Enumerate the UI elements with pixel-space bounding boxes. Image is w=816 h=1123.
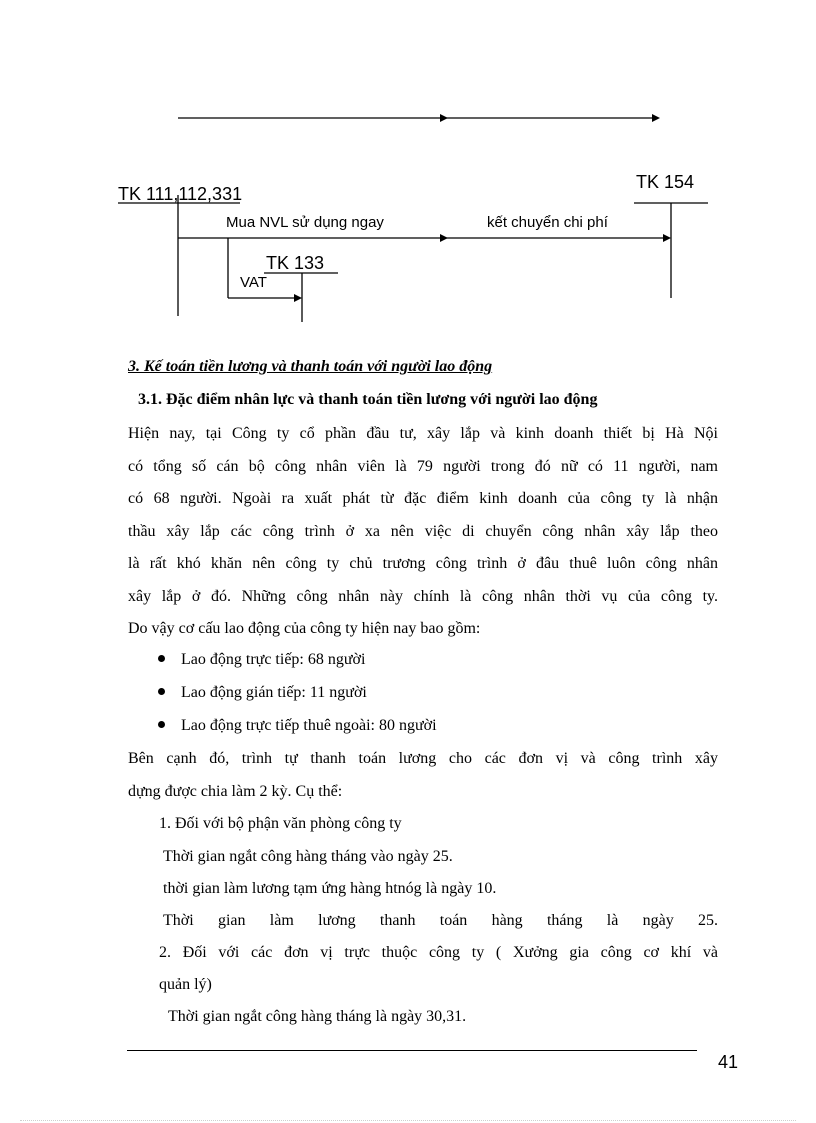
arrow1-label: Mua NVL sử dụng ngay — [226, 214, 384, 231]
top-arrow-mid-head — [440, 114, 448, 122]
intro-line: có tổng số cán bộ công nhân viên là 79 người trong đó nữ có 11 người, nam — [128, 457, 718, 475]
item1-line1: Thời gian ngắt công hàng tháng vào ngày 25. — [163, 848, 453, 865]
intro-line: có 68 người. Ngoài ra xuất phát từ đặc điểm kinh doanh của công ty là nhận — [128, 490, 718, 507]
bullet-item — [158, 651, 365, 669]
vat-label: VAT — [240, 274, 267, 291]
intro-line: thầu xây lắp các công trình ở xa nên việc di chuyển công nhân xây lắp theo — [128, 522, 718, 540]
item1-line3: Thời gian làm lương thanh toán hàng tháng là ngày 25. — [163, 912, 718, 929]
tk154-label: TK 154 — [636, 172, 695, 192]
bullet-dot-icon — [158, 721, 165, 728]
item2-line2: quản lý) — [159, 976, 212, 993]
item2-line1: 2. Đối với các đơn vị trực thuộc công ty ( Xưởng gia công cơ khí và — [159, 944, 718, 961]
main-arrow-end-head — [663, 234, 671, 242]
tk133-label: TK 133 — [266, 253, 325, 273]
bullet-item — [158, 684, 367, 702]
intro-line: Hiện nay, tại Công ty cổ phần đầu tư, xây lắp và kinh doanh thiết bị Hà Nội — [128, 425, 718, 442]
intro-line: xây lắp ở đó. Những công nhân này chính là công nhân thời vụ của công ty. — [128, 587, 718, 605]
bullet-text: Lao động trực tiếp: 68 người — [181, 651, 366, 668]
bullet-text: Lao động trực tiếp thuê ngoài: 80 người — [181, 717, 437, 734]
payment-line: dựng được chia làm 2 kỳ. Cụ thể: — [128, 782, 343, 800]
payment-paragraph — [128, 743, 718, 808]
section-heading-3-1: 3.1. Đặc điểm nhân lực và thanh toán tiền lương với người lao động — [138, 391, 598, 408]
item2-line3: Thời gian ngắt công hàng tháng là ngày 30,31. — [168, 1008, 467, 1025]
footer-rule — [127, 1050, 697, 1051]
intro-paragraph — [128, 418, 718, 646]
intro-line: là rất khó khăn nên công ty chủ trương công trình ở đâu thuê luôn công nhân — [128, 555, 718, 572]
main-arrow-mid-head — [440, 234, 448, 242]
page-bottom-dotted-line — [20, 1120, 796, 1121]
bullet-text: Lao động gián tiếp: 11 người — [181, 684, 367, 701]
accounting-diagram — [0, 0, 816, 340]
arrow2-label: kết chuyển chi phí — [487, 214, 608, 231]
payment-line: Bên cạnh đó, trình tự thanh toán lương cho các đơn vị và công trình xây — [128, 750, 718, 767]
intro-line: Do vậy cơ cấu lao động của công ty hiện nay bao gồm: — [128, 620, 481, 637]
top-arrow-end-head — [652, 114, 660, 122]
page-number: 41 — [718, 1052, 739, 1072]
bullet-dot-icon — [158, 688, 165, 695]
tk111-label: TK 111,112,331 — [118, 184, 243, 204]
vat-arrow-head — [294, 294, 302, 302]
item1-line2: thời gian làm lương tạm ứng hàng htnóg là ngày 10. — [163, 880, 497, 897]
item1-title: 1. Đối với bộ phận văn phòng công ty — [159, 815, 402, 832]
bullet-item — [158, 717, 437, 735]
section-heading-3: 3. Kế toán tiền lương và thanh toán với người lao động — [128, 358, 493, 375]
bullet-dot-icon — [158, 655, 165, 662]
